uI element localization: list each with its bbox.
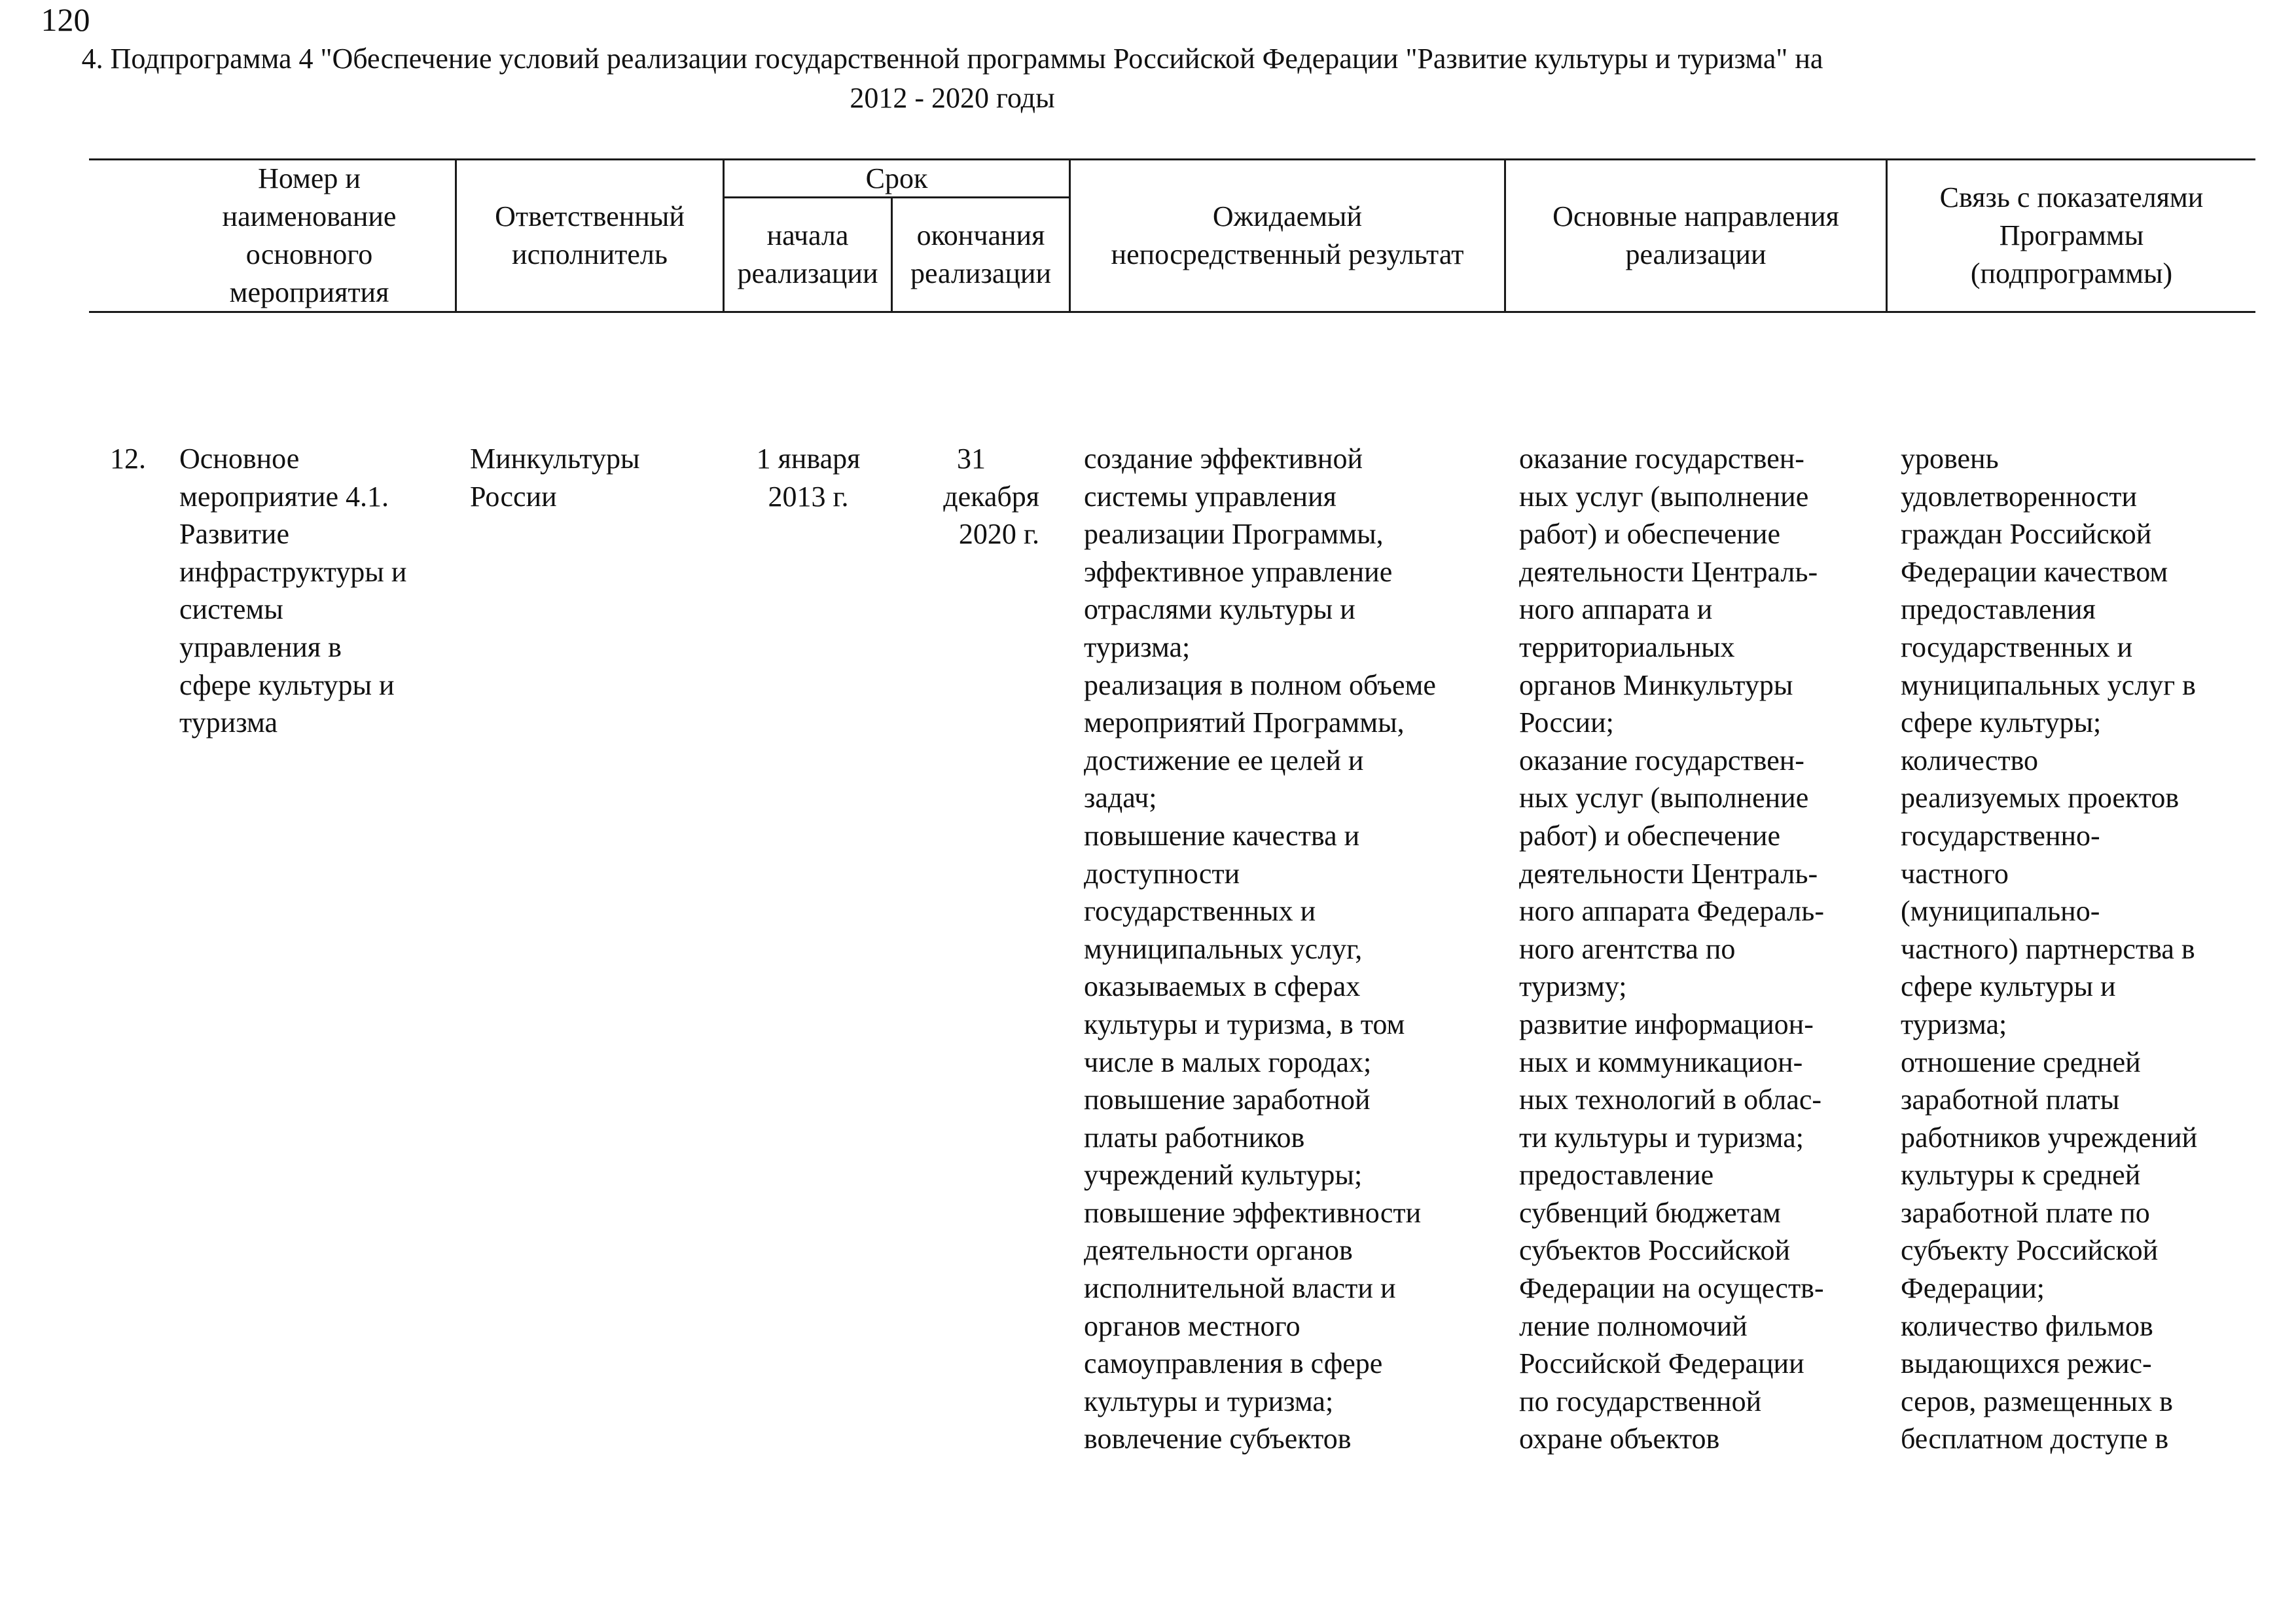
header-result: Ожидаемый непосредственный результат xyxy=(1111,200,1464,270)
row-end: 31 декабря 2020 г. xyxy=(943,443,1039,551)
header-term: Срок xyxy=(865,162,928,194)
header-number-name: Номер и наименование основного мероприятия xyxy=(222,162,397,308)
section-title: 4. Подпрограмма 4 "Обеспечение условий реализации государственной программы Российской Федерации "Развитие культуры и туризма" на 2012 - 2020 годы xyxy=(81,43,1823,114)
row-link: уровень удовлетворенности граждан Российской Федерации качеством предоставления государственных и муниципальных услуг в сфере культуры; количество реализуемых проектов государственно- частного (муниципально- частного) партнерства в сфере культуры и туризма; отношение средней заработной платы работников учреждений культуры к средней заработной плате по субъекту Российской Федерации; количество фильмов выдающихся режис- серов, размещенных в бесплатном доступе в xyxy=(1901,443,2198,1455)
row-executor: Минкультуры России xyxy=(470,443,640,513)
row-number: 12. xyxy=(110,443,146,475)
header-executor: Ответственный исполнитель xyxy=(495,200,685,270)
page-number: 120 xyxy=(41,1,90,38)
row-result: создание эффективной системы управления реализации Программы, эффективное управление отраслями культуры и туризма; реализация в полном объеме мероприятий Программы, достижение ее целей и задач; повышение качества и доступности государственных и муниципальных услуг, оказываемых в сферах культуры и туризма, в том числе в малых городах; повышение заработной платы работников учреждений культуры; повышение эффективности деятельности органов исполнительной власти и органов местного самоуправления в сфере культуры и туризма; вовлечение субъектов xyxy=(1084,443,1436,1455)
header-directions: Основные направления реализации xyxy=(1552,200,1839,270)
header-start: начала реализации xyxy=(737,219,878,289)
header-bottom-rule xyxy=(89,311,2255,313)
row-start: 1 января 2013 г. xyxy=(756,443,861,513)
header-link: Связь с показателями Программы (подпрограммы) xyxy=(1939,181,2204,289)
header-end: окончания реализации xyxy=(910,219,1052,289)
row-directions: оказание государствен- ных услуг (выполнение работ) и обеспечение деятельности Централь- ного аппарата и территориальных органов Минкультуры России; оказание государствен- ных услуг (выполнение работ) и обеспечение деятельности Централь- ного аппарата Федераль- ного агентства по туризму; развитие информацион- ных и коммуникацион- ных технологий в облас- ти культуры и туризма; предоставление субвенций бюджетам субъектов Российской Федерации на осуществ- ление полномочий Российской Федерации по государственной охране объектов xyxy=(1519,443,1824,1455)
row-name: Основное мероприятие 4.1. Развитие инфраструктуры и системы управления в сфере культуры и туризма xyxy=(179,443,407,739)
